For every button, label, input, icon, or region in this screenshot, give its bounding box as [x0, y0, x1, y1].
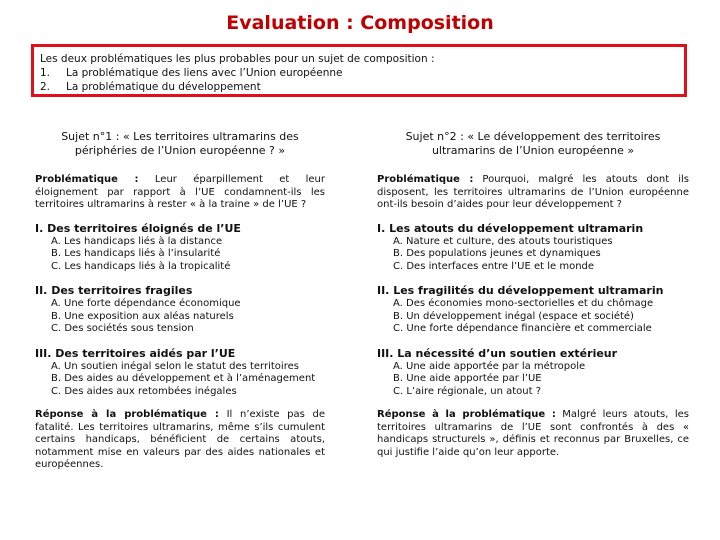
reponse-text: Malgré leurs atouts, les territoires ultramarins de l’UE sont confrontés à des « handicaps structurels », définis et reconnus par Bruxelles, ce qui justifie l’aide qu’on leur apporte.	[377, 409, 689, 458]
problematique-2	[377, 174, 689, 212]
plan-section	[377, 222, 689, 274]
page-title: Evaluation : Composition	[226, 12, 494, 34]
section-item: A. Une forte dépendance économique	[51, 298, 241, 309]
section-title: III. La nécessité d’un soutien extérieur	[377, 346, 618, 360]
section-item: C. L’aire régionale, un atout ?	[393, 385, 542, 397]
section-item: A. Des économies mono-sectorielles et du chômage	[393, 298, 654, 309]
section-title: I. Des territoires éloignés de l’UE	[35, 221, 241, 235]
reponse-1	[35, 409, 325, 472]
problematique-label: Problématique :	[377, 174, 474, 185]
problematique-text: Pourquoi, malgré les atouts dont ils disposent, les territoires ultramarins de l’Union européenne ont-ils besoin d’aides pour leur développement ?	[377, 174, 689, 210]
problematique-label: Problématique :	[35, 174, 139, 185]
section-item: A. Un soutien inégal selon le statut des territoires	[51, 360, 299, 372]
right-column	[377, 130, 689, 459]
plan-section	[377, 284, 689, 336]
intro-item-number: 1.	[40, 67, 51, 79]
intro-item-text: La problématique du développement	[66, 81, 261, 93]
section-title: II. Des territoires fragiles	[35, 284, 193, 297]
section-item: A. Les handicaps liés à la distance	[51, 235, 223, 247]
section-item: C. Des sociétés sous tension	[51, 323, 194, 334]
section-title: II. Les fragilités du développement ultramarin	[377, 284, 664, 297]
plan-section	[35, 222, 325, 274]
sujet-1-heading: Sujet n°1 : « Les territoires ultramarins des périphéries de l’Union européenne ? »	[61, 130, 299, 157]
problematique-1	[35, 174, 325, 212]
intro-line: Les deux problématiques les plus probables pour un sujet de composition :	[40, 53, 435, 65]
reponse-label: Réponse à la problématique :	[377, 409, 556, 420]
section-title: III. Des territoires aidés par l’UE	[35, 346, 236, 360]
plan-section	[377, 347, 689, 399]
problematique-text: Leur éparpillement et leur éloignement par rapport à l’UE condamnent-ils les territoires ultramarins à rester « à la traine » de l’UE ?	[35, 174, 326, 210]
intro-item-number: 2.	[40, 81, 51, 93]
sujet-2-heading: Sujet n°2 : « Le développement des territoires ultramarins de l’Union européenne »	[405, 130, 661, 157]
section-item: C. Des interfaces entre l’UE et le monde	[393, 260, 595, 272]
intro-box	[31, 44, 687, 97]
section-item: B. Les handicaps liés à l’insularité	[51, 248, 221, 259]
section-item: B. Une aide apportée par l’UE	[393, 373, 542, 384]
intro-item-text: La problématique des liens avec l’Union européenne	[66, 67, 343, 79]
reponse-label: Réponse à la problématique :	[35, 409, 219, 420]
left-column	[35, 130, 325, 472]
reponse-2	[377, 409, 689, 459]
section-item: B. Une exposition aux aléas naturels	[51, 310, 234, 322]
section-item: B. Un développement inégal (espace et société)	[393, 310, 634, 322]
plan-section	[35, 347, 325, 399]
section-item: C. Les handicaps liés à la tropicalité	[51, 260, 231, 272]
section-item: B. Des populations jeunes et dynamiques	[393, 248, 601, 259]
section-item: A. Une aide apportée par la métropole	[393, 360, 586, 372]
intro-item	[40, 66, 678, 80]
section-item: C. Des aides aux retombées inégales	[51, 385, 237, 397]
section-item: C. Une forte dépendance financière et commerciale	[393, 323, 652, 334]
section-item: B. Des aides au développement et à l’aménagement	[51, 373, 316, 384]
intro-item	[40, 80, 678, 94]
plan-section	[35, 284, 325, 336]
section-item: A. Nature et culture, des atouts touristiques	[393, 235, 613, 247]
reponse-text: Il n’existe pas de fatalité. Les territoires ultramarins, même s’ils cumulent certains handicaps, bénéficient de certains atouts, notamment mise en valeurs par des aides nationales et européennes.	[35, 409, 325, 470]
section-title: I. Les atouts du développement ultramarin	[377, 221, 644, 235]
